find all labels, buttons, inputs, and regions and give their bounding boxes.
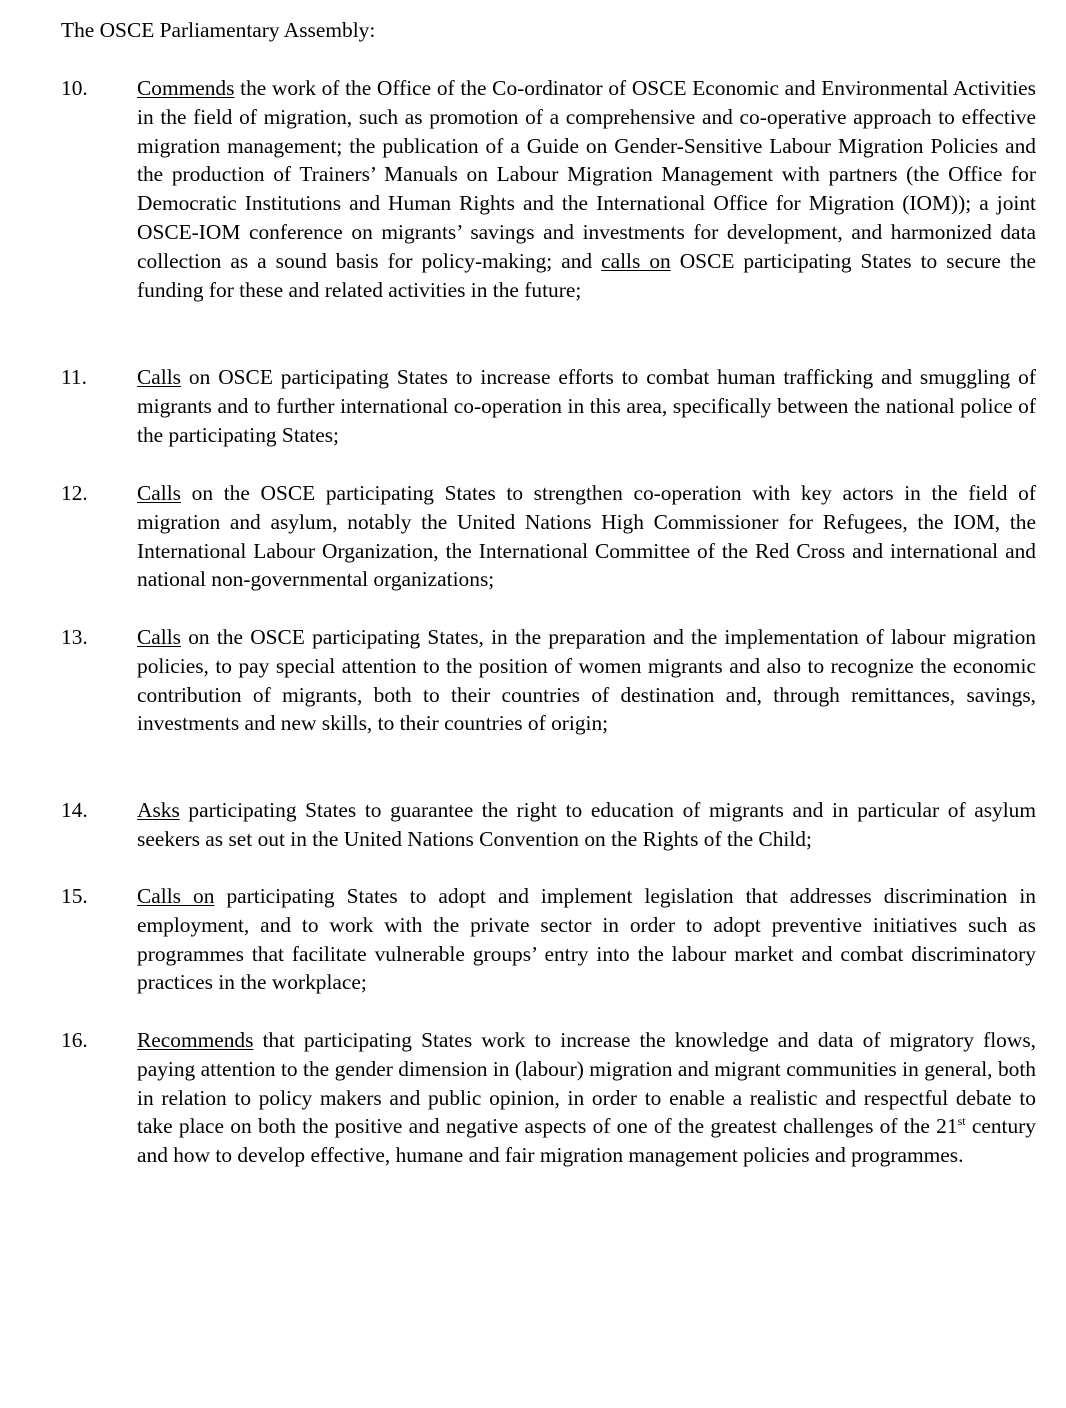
paragraph-text — [137, 479, 1036, 594]
paragraph-text-segment: that participating States work to increase the knowledge and data of migratory flows, paying attention to the gender dimension in (labour) migration and migrant communities in general, both in relation to policy makers and public opinion, in order to enable a realistic and respectful debate to take place on both the positive and negative aspects of one of the greatest challenges of the 21 — [137, 1028, 1036, 1139]
paragraph-text — [137, 623, 1036, 738]
paragraph-number: 12. — [61, 481, 88, 505]
paragraph-11 — [61, 363, 1036, 449]
paragraph-text-segment: on the OSCE participating States to strengthen co-operation with key actors in the field of migration and asylum, notably the United Nations High Commissioner for Refugees, the IOM, the International Labour Organization, the International Committee of the Red Cross and international and national non-governmental organizations; — [137, 481, 1036, 592]
paragraph-text-segment: OSCE participating States to secure the funding for these and related activities in the future; — [137, 248, 1037, 302]
operative-keyword: Calls — [137, 481, 181, 505]
paragraph-16 — [61, 1026, 1036, 1170]
paragraph-12 — [61, 479, 1036, 594]
paragraph-text-segment: participating States to adopt and implement legislation that addresses discrimination in employment, and to work with the private sector in order to adopt preventive initiatives such as programmes that facilitate vulnerable groups’ entry into the labour market and combat discriminatory practices in the workplace; — [137, 884, 1037, 995]
paragraph-10 — [61, 74, 1036, 304]
paragraph-15 — [61, 882, 1036, 997]
paragraph-number: 11. — [61, 365, 87, 389]
paragraph-number: 10. — [61, 76, 88, 100]
paragraph-number: 16. — [61, 1028, 88, 1052]
paragraph-text-segment: on OSCE participating States to increase efforts to combat human trafficking and smuggling of migrants and to further international co-operation in this area, specifically between the national police of the participating States; — [137, 365, 1036, 447]
operative-keyword: calls on — [601, 248, 671, 273]
operative-keyword: Commends — [137, 76, 235, 100]
paragraph-text — [137, 882, 1036, 997]
paragraph-text-segment: participating States to guarantee the right to education of migrants and in particular of asylum seekers as set out in the United Nations Convention on the Rights of the Child; — [137, 798, 1036, 851]
operative-keyword: Calls on — [137, 884, 215, 908]
paragraph-text-segment: century and how to develop effective, humane and fair migration management policies and programmes. — [137, 1114, 1036, 1168]
paragraph-text — [137, 363, 1036, 449]
paragraph-14 — [61, 796, 1036, 854]
operative-keyword: Calls — [137, 625, 181, 649]
paragraph-text — [137, 74, 1036, 304]
paragraph-number: 13. — [61, 625, 88, 649]
paragraph-text-segment: the work of the Office of the Co-ordinator of OSCE Economic and Environmental Activities in the field of migration, such as promotion of a comprehensive and co-operative approach to effective migration management; the publication of a Guide on Gender-Sensitive Labour Migration Policies and the production of Trainers’ Manuals on Labour Migration Management with partners (the Office for Democratic Institutions and Human Rights and the International Office for Migration (IOM)); a joint OSCE-IOM conference on migrants’ savings and investments for development, and harmonized data collection as a sound basis for policy-making; and — [137, 76, 1036, 273]
assembly-heading: The OSCE Parliamentary Assembly: — [61, 18, 376, 42]
paragraph-number: 15. — [61, 884, 88, 908]
operative-keyword: Asks — [137, 798, 180, 822]
operative-keyword: Recommends — [137, 1028, 254, 1052]
paragraph-number: 14. — [61, 798, 88, 822]
ordinal-superscript: st — [957, 1114, 966, 1129]
paragraph-text-segment: on the OSCE participating States, in the preparation and the implementation of labour migration policies, to pay special attention to the position of women migrants and also to recognize the economic contribution of migrants, both to their countries of destination and, through remittances, savings, investments and new skills, to their countries of origin; — [137, 625, 1036, 736]
operative-keyword: Calls — [137, 365, 181, 389]
paragraph-text — [137, 1026, 1036, 1170]
paragraph-13 — [61, 623, 1036, 738]
paragraph-text — [137, 796, 1036, 854]
